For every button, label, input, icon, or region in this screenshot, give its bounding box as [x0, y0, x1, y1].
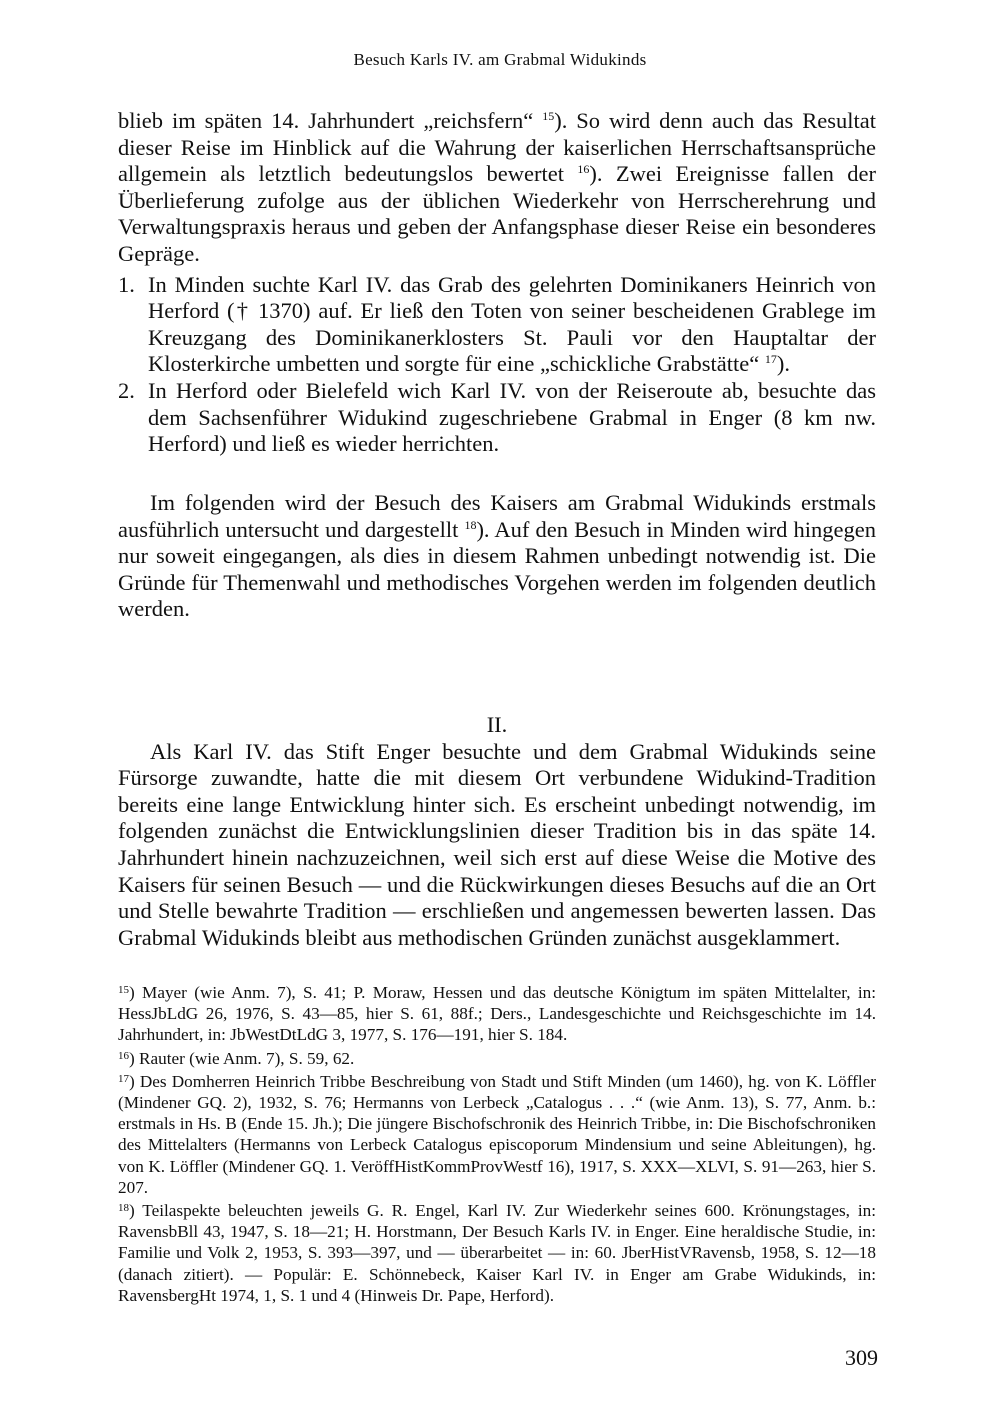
list-item-number: 2.	[118, 377, 135, 403]
paragraph-1-text-2: ). So wird denn auch das Resultat dieser Reise im Hinblick auf die Wahrung der kaiserlichen Herrschaftsansprüche allgemein als letztlich bedeutungslos bewertet	[118, 108, 876, 187]
running-head: Besuch Karls IV. am Grabmal Widukinds	[353, 50, 647, 69]
body-text-block-3	[118, 712, 876, 951]
list-item-text: In Herford oder Bielefeld wich Karl IV. von der Reiseroute ab, besuchte das dem Sachsenführer Widukind zugeschriebene Grabmal in Enger (8 km nw. Herford) und ließ es wieder herrichten.	[148, 377, 876, 457]
list-item-number: 1.	[118, 271, 135, 297]
footnote-ref-17[interactable]: 17	[764, 352, 777, 367]
paragraph-2-text-2: ). Auf den Besuch in Minden wird hingegen nur soweit eingegangen, als dies in diesem Rahmen unbedingt notwendig ist. Die Gründe für Themenwahl und methodisches Vorgehen werden im folgenden deutlich werden.	[118, 516, 876, 622]
paragraph-2	[118, 490, 876, 623]
body-text-block-1	[118, 108, 876, 458]
list-item-tail: ).	[776, 351, 790, 377]
footnote-text: ) Mayer (wie Anm. 7), S. 41; P. Moraw, Hessen und das deutsche Königtum im späten Mittelalter, in: HessJbLdG 26, 1976, S. 43—85, hier S. 61, 88f.; Ders., Landesgeschichte und Reichsgeschichte im 14. Jahrhundert, in: JbWestDtLdG 3, 1977, S. 176—191, hier S. 184.	[118, 983, 876, 1045]
footnote	[118, 1069, 876, 1198]
footnote	[118, 1198, 876, 1306]
list-item	[118, 272, 876, 378]
footnote-number: 16	[118, 1049, 129, 1062]
paragraph-2-text: Im folgenden wird der Besuch des Kaisers am Grabmal Widukinds erstmals ausführlich untersucht und dargestellt	[118, 490, 876, 542]
footnote-ref-18[interactable]: 18	[464, 517, 477, 532]
footnotes	[118, 980, 876, 1306]
footnote-text: ) Des Domherren Heinrich Tribbe Beschreibung von Stadt und Stift Minden (um 1460), hg. von K. Löffler (Mindener GQ. 2), 1932, S. 76; Hermanns von Lerbeck „Catalogus . . .“ (wie Anm. 13), S. 77, Anm. b.: erstmals in Hs. B (Ende 15. Jh.); Die jüngere Bischofschronik des Heinrich Tribbe, in: Die Bischofschroniken des Mittelalters (Hermanns von Lerbeck Catalogus episcoporum Mindensium und seine Ableitungen), hg. von K. Löffler (Mindener GQ. 1. VeröffHistKommProvWestf 16), 1917, S. XXX—XLVI, S. 91—263, hier S. 207.	[118, 1071, 876, 1197]
list-item	[118, 378, 876, 458]
footnote-number: 18	[118, 1202, 129, 1215]
page-number: 309	[845, 1345, 878, 1370]
paragraph-1-text: blieb im späten 14. Jahrhundert „reichsfern“	[118, 108, 543, 133]
body-text-block-2	[118, 490, 876, 623]
footnote-ref-15[interactable]: 15	[542, 109, 555, 123]
paragraph-3: Als Karl IV. das Stift Enger besuchte und dem Grabmal Widukinds seine Fürsorge zuwandte, hatte die mit diesem Ort verbundene Widukind-Tradition bereits eine lange Entwicklung hinter sich. Es erscheint unbedingt notwendig, im folgenden zunächst die Entwicklungslinien dieser Tradition bis in das späte 14. Jahrhundert hinein nachzuzeichnen, weil sich erst auf diese Weise die Motive des Kaisers für seinen Besuch — und die Rückwirkungen dieses Besuchs auf die an Ort und Stelle bewahrte Tradition — erschließen und angemessen bewerten lassen. Das Grabmal Widukinds bleibt aus methodischen Gründen zunächst ausgeklammert.	[118, 738, 876, 950]
section-heading: II.	[486, 712, 508, 737]
footnote	[118, 1046, 876, 1069]
footnote-text: ) Rauter (wie Anm. 7), S. 59, 62.	[129, 1048, 355, 1068]
paragraph-1-text-3: ). Zwei Ereignisse fallen der Überlieferung zufolge aus der üblichen Wiederkehr von Herrscherehrung und Verwaltungspraxis heraus und geben der Anfangsphase dieser Reise ein besonderes Gepräge.	[118, 161, 876, 266]
footnote	[118, 980, 876, 1046]
footnote-number: 17	[118, 1072, 129, 1085]
footnote-number: 15	[118, 984, 129, 996]
list-item-text: In Minden suchte Karl IV. das Grab des gelehrten Dominikaners Heinrich von Herford († 1370) auf. Er ließ den Toten von seiner bescheidenen Grablege im Kreuzgang des Dominikanerklosters St. Pauli vor den Hauptaltar der Klosterkirche umbetten und sorgte für eine „schickliche Grabstätte“	[148, 271, 876, 377]
paragraph-1	[118, 108, 876, 268]
footnote-text: ) Teilaspekte beleuchten jeweils G. R. Engel, Karl IV. Zur Wiederkehr seines 600. Krönungstages, in: RavensbBll 43, 1947, S. 18—21; H. Horstmann, Der Besuch Karls IV. in Enger. Eine heraldische Studie, in: Familie und Volk 2, 1953, S. 393—397, und — überarbeitet — in: 60. JberHistVRavensb, 1958, S. 12—18 (danach zitiert). — Populär: E. Schönnebeck, Kaiser Karl IV. in Enger am Grabe Widukinds, in: RavensbergHt 1974, 1, S. 1 und 4 (Hinweis Dr. Pape, Herford).	[118, 1201, 876, 1305]
numbered-list	[118, 272, 876, 458]
footnote-ref-16[interactable]: 16	[577, 162, 590, 177]
